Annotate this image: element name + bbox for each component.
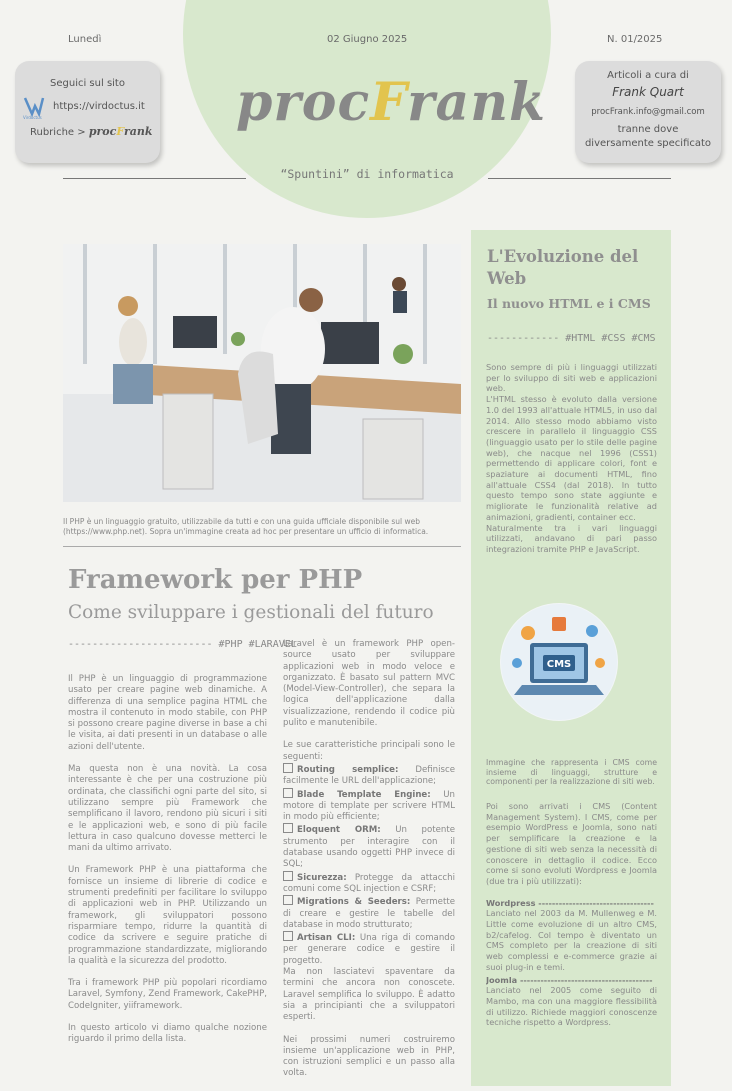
virdoctus-logo-icon bbox=[23, 96, 45, 120]
rubriche-link[interactable]: Rubriche > procFrank bbox=[30, 125, 153, 138]
header-day: Lunedì bbox=[68, 34, 102, 45]
author-note-2: diversamente specificato bbox=[584, 138, 712, 149]
author-box bbox=[575, 61, 721, 163]
masthead-logo: procFrank bbox=[236, 72, 547, 133]
author-label: Articoli a cura di bbox=[607, 70, 689, 81]
laravel-after: Ma non lasciatevi spaventare da termini che ancora non conoscete. Laravel semplifica lo sviluppo. È adatto sia a principianti che a sviluppatori esperti. bbox=[283, 967, 455, 1023]
checkbox-icon bbox=[283, 763, 293, 773]
feature-item: Sicurezza: Protegge da attacchi comuni come SQL injection e CSRF; bbox=[283, 872, 455, 894]
cms-image-caption: Immagine che rappresenta i CMS come insieme di linguaggi, strutture e componenti per la realizzazione di siti web. bbox=[486, 758, 657, 787]
wordpress-heading: Wordpress ---------------------------------- bbox=[486, 897, 654, 908]
svg-text:Virdoctus: Virdoctus bbox=[23, 115, 42, 120]
checkbox-icon bbox=[283, 895, 293, 905]
checkbox-icon bbox=[283, 823, 293, 833]
site-url-link[interactable]: https://virdoctus.it bbox=[53, 101, 145, 112]
side-subtitle: Il nuovo HTML e i CMS bbox=[487, 296, 651, 311]
svg-text:CMS: CMS bbox=[546, 659, 572, 670]
author-note-1: tranne dove bbox=[617, 124, 679, 135]
article-paragraph: Ma questa non è una novità. La cosa interessante è che per una costruzione più ordinata, che classifichi ogni parte del sito, si utilizzano sempre più Framework che semplificano il lavoro, rendono più sicuri i siti e le applicazioni web, e sono di più facile lettura in caso qualcuno dovesse metterci le mani da ultimo arrivato. bbox=[68, 764, 267, 854]
side-tags: ------------ #HTML #CSS #CMS bbox=[487, 333, 656, 344]
laravel-end: Nei prossimi numeri costruiremo insieme un'applicazione web in PHP, con istruzioni semplici e un passo alla volta. bbox=[283, 1034, 455, 1079]
article-column-1 bbox=[68, 674, 267, 1057]
features-list bbox=[283, 763, 455, 967]
checkbox-icon bbox=[283, 931, 293, 941]
header-issue: N. 01/2025 bbox=[607, 34, 663, 45]
article-paragraph: Il PHP è un linguaggio di programmazione usato per creare pagine web dinamiche. A differenza di una semplice pagina HTML che mostra il contenuto in modo stabile, con PHP si possono creare pagine diverse in base a chi le visita, ai dati presenti in un database o alle azioni dell'utente. bbox=[68, 674, 267, 752]
checkbox-icon bbox=[283, 788, 293, 798]
side-title: L'Evoluzione del Web bbox=[487, 247, 639, 288]
side-column-bottom bbox=[486, 801, 657, 1028]
side-paragraph: Poi sono arrivati i CMS (Content Management System). I CMS, come per esempio WordPress e Joomla, sono nati per semplificare la creazione e la gestione di siti web senza la necessità di conoscere in dettaglio il codice. Ecco come si sono evoluti Wordpress e Joomla (due tra i più utilizzati): bbox=[486, 801, 657, 886]
feature-item: Artisan CLI: Una riga di comando per generare codice e gestire il progetto. bbox=[283, 933, 455, 966]
author-name: Frank Quart bbox=[612, 85, 684, 99]
joomla-text: Lanciato nel 2005 come seguito di Mambo, ma con una maggiore flessibilità di utilizzo. Richiede maggiori conoscenze tecniche rispetto a Wordpress. bbox=[486, 985, 657, 1028]
checkbox-icon bbox=[283, 871, 293, 881]
follow-box bbox=[15, 61, 160, 163]
feature-item: Eloquent ORM: Un potente strumento per interagire con il database usando oggetti PHP invece di SQL; bbox=[283, 825, 455, 870]
article-paragraph: In questo articolo vi diamo qualche nozione riguardo il primo della lista. bbox=[68, 1023, 267, 1045]
article-column-2 bbox=[283, 639, 455, 1091]
article-title: Framework per PHP bbox=[68, 565, 363, 595]
features-intro: Le sue caratteristiche principali sono le seguenti: bbox=[283, 740, 455, 762]
article-paragraph: Un Framework PHP è una piattaforma che fornisce un insieme di librerie di codice e strumenti predefiniti per facilitare lo sviluppo di applicazioni web in PHP. Utilizzando un framework, gli sviluppatori possono risparmiare tempo, ridurre la quantità di codice da scrivere e seguire pratiche di programmazione standardizzate, migliorando la qualità e la sicurezza del prodotto. bbox=[68, 865, 267, 966]
laravel-intro: Laravel è un framework PHP open-source usato per sviluppare applicazioni web in modo veloce e organizzato. È basato sul pattern MVC (Model-View-Controller), che separa la logica dell'applicazione dalla visualizzazione, rendendo il codice più pulito e manutenibile. bbox=[283, 639, 455, 729]
side-column-top bbox=[486, 362, 657, 555]
article-tags: ------------------------ #PHP #LARAVEL bbox=[68, 639, 297, 650]
author-email[interactable]: procFrank.info@gmail.com bbox=[591, 107, 705, 117]
header-date: 02 Giugno 2025 bbox=[327, 34, 408, 45]
cms-illustration bbox=[500, 603, 618, 721]
article-subtitle: Come sviluppare i gestionali del futuro bbox=[68, 602, 434, 623]
follow-label: Seguici sul sito bbox=[50, 78, 125, 89]
masthead-subtitle: “Spuntini” di informatica bbox=[280, 167, 454, 181]
feature-item: Migrations & Seeders: Permette di creare e gestire le tabelle del database in modo strutturato; bbox=[283, 897, 455, 930]
office-photo bbox=[63, 244, 461, 502]
feature-item: Blade Template Engine: Un motore di template per scrivere HTML in modo più efficiente; bbox=[283, 789, 455, 823]
side-paragraph: Naturalmente tra i vari linguaggi utilizzati, andavano di pari passo integrazioni tramite PHP e JavaScript. bbox=[486, 522, 657, 554]
caption-rule bbox=[63, 546, 461, 547]
side-paragraph: Sono sempre di più i linguaggi utilizzati per lo sviluppo di siti web e applicazioni web. bbox=[486, 362, 657, 394]
side-paragraph: L'HTML stesso è evoluto dalla versione 1.0 del 1993 all'attuale HTML5, in uso dal 2014. Allo stesso modo abbiamo visto crescere in parallelo il linguaggio CSS (linguaggio usato per lo stile delle pagine web), che nacque nel 1996 (CSS1) permettendo di applicare colori, font e spaziature ai documenti HTML, fino all'attuale CSS4 (dal 2018). In tutto questo tempo sono state aggiunte e migliorate le funzionalità relative ad animazioni, gradienti, container ecc. bbox=[486, 394, 657, 522]
article-paragraph: Tra i framework PHP più popolari ricordiamo Laravel, Symfony, Zend Framework, CakePHP, CodeIgniter, yiiframework. bbox=[68, 978, 267, 1011]
photo-caption: Il PHP è un linguaggio gratuito, utilizzabile da tutti e con una guida ufficiale disponibile sul web (https://www.php.net). Sopra un'immagine creata ad hoc per presentare un ufficio di informatica. bbox=[63, 517, 429, 536]
joomla-heading: Joomla --------------------------------------- bbox=[486, 974, 653, 985]
wordpress-text: Lanciato nel 2003 da M. Mullenweg e M. Little come evoluzione di un altro CMS, b2/cafelog. Col tempo è diventato un CMS completo per la creazione di siti web complessi e e-commerce grazie ai suoi plug-in e temi. bbox=[486, 908, 657, 972]
feature-item: Routing semplice: Definisce facilmente le URL dell'applicazione; bbox=[283, 764, 455, 787]
